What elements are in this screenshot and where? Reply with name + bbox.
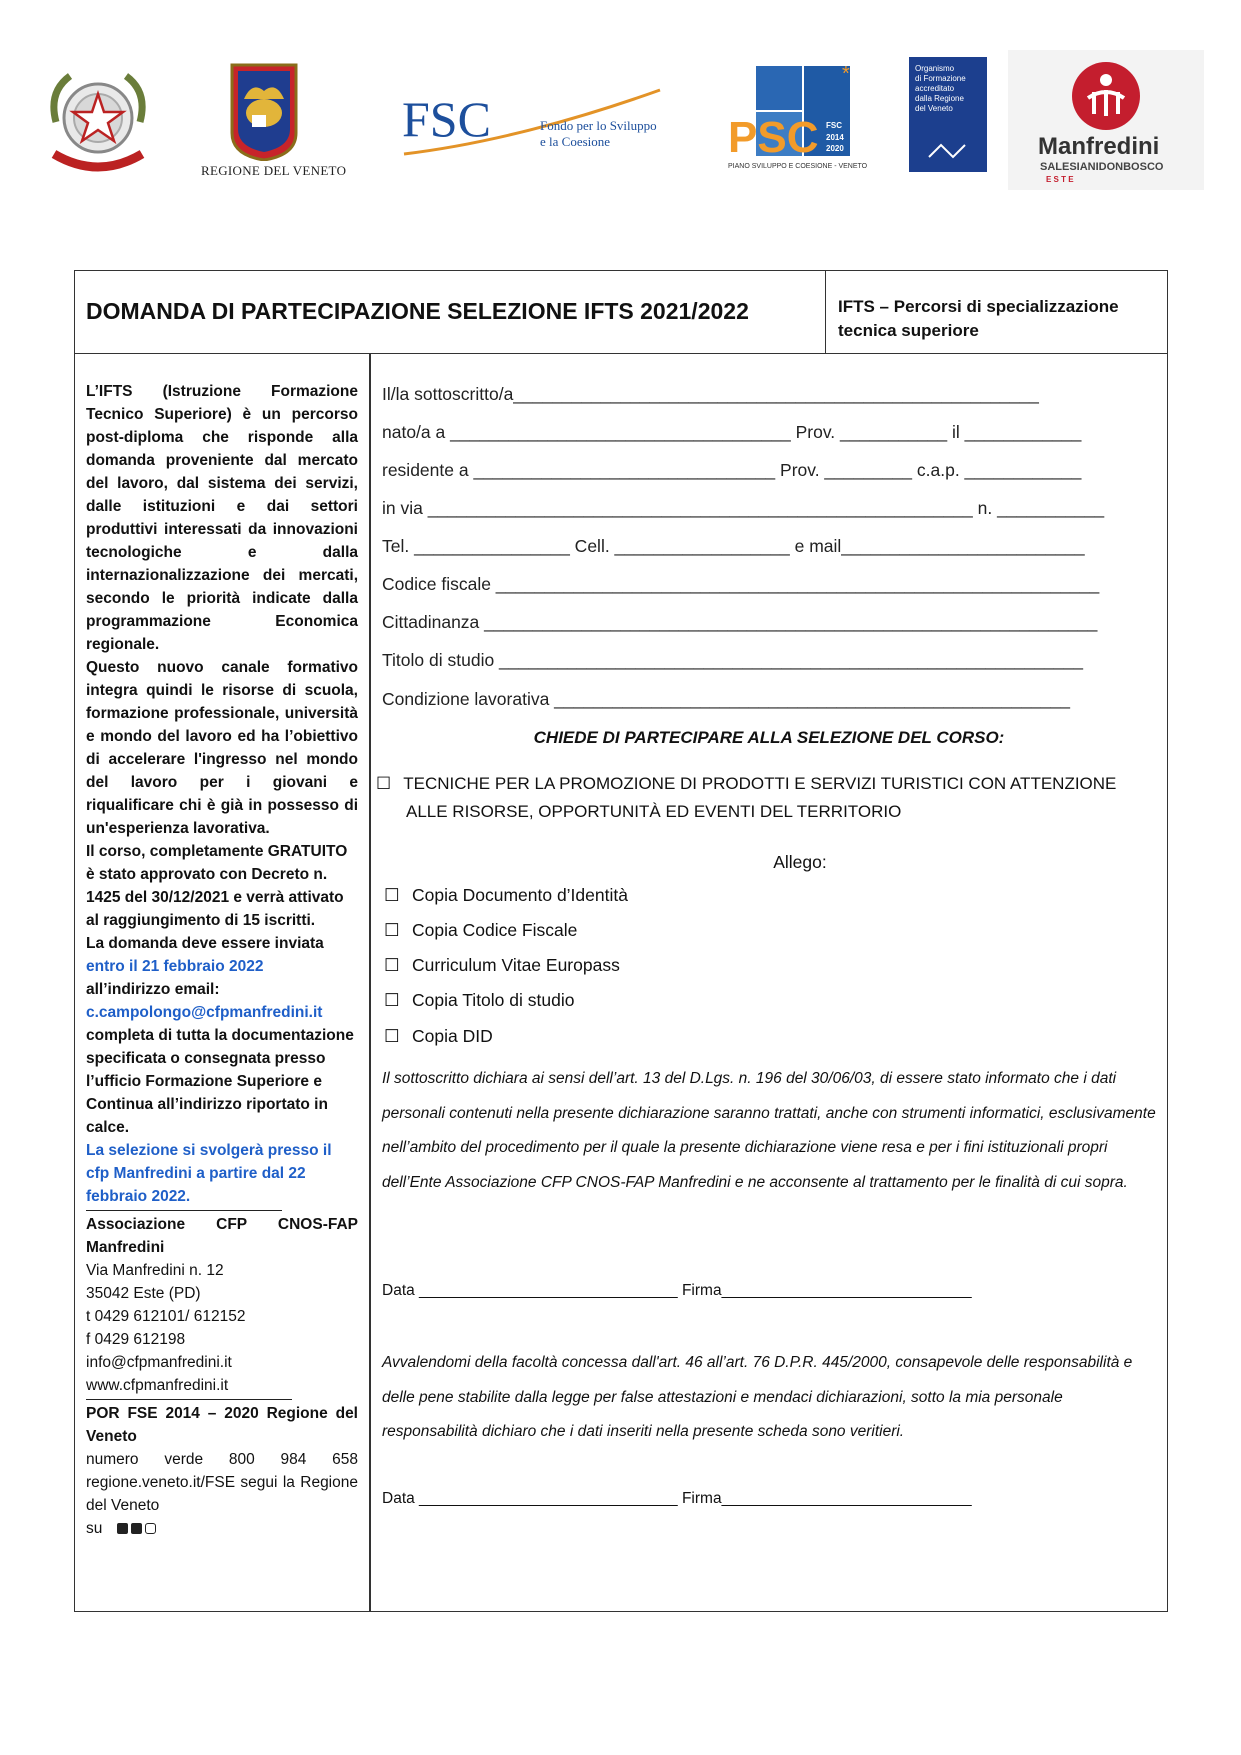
svg-text:Manfredini: Manfredini [1038,133,1160,160]
regione-veneto-label: REGIONE DEL VENETO [201,163,347,178]
course-option[interactable] [376,770,1156,826]
facebook-icon[interactable] [117,1523,128,1534]
numero-verde-text: numero verde 800 984 658 regione.veneto.it/FSE segui la Regione del Veneto [86,1451,358,1514]
attachment-item[interactable] [384,920,577,941]
course-checkbox[interactable]: ☐ [376,774,392,793]
attachment-item[interactable] [384,885,628,906]
field-condizione-lavorativa[interactable]: Condizione lavorativa _____________________________________________________ [382,689,1071,709]
attachment-checkbox[interactable]: ☐ [384,920,400,940]
ifts-channel-text: Questo nuovo canale formativo integra quindi le risorse di scuola, formazione professionale, università e mondo del lavoro ed ha l’obiettivo di accelerare l'ingresso nel mondo del lavoro per i giovani e riqualificare chi è già in possesso di un'esperienza lavorativa. [86,659,358,837]
attachment-label: Copia DID [412,1026,493,1046]
separator-line [86,1210,282,1211]
course-title-line1: TECNICHE PER LA PROMOZIONE DI PRODOTTI E SERVIZI TURISTICI CON ATTENZIONE [403,774,1117,793]
attachment-label: Copia Titolo di studio [412,990,575,1010]
svg-text:di Formazione: di Formazione [915,74,966,83]
field-codice-fiscale[interactable]: Codice fiscale ______________________________________________________________ [382,574,1100,594]
svg-text:accreditato: accreditato [915,84,955,93]
svg-text:Organismo: Organismo [915,64,955,73]
field-titolo-studio[interactable]: Titolo di studio ____________________________________________________________ [382,650,1084,670]
signature-line-1[interactable]: Data ______________________________ Firma_____________________________ [382,1282,972,1299]
attachment-item[interactable] [384,1026,493,1047]
field-in-via[interactable]: in via ________________________________________________________ n. ___________ [382,498,1105,518]
svg-text:dalla Regione: dalla Regione [915,94,964,103]
svg-text:*: * [842,64,850,85]
page-subtitle: IFTS – Percorsi di specializzazione tecnica superiore [838,297,1119,340]
twitter-icon[interactable] [131,1523,142,1534]
attachment-checkbox[interactable]: ☐ [384,885,400,905]
psc-logo [726,64,876,176]
field-sottoscritto[interactable]: Il/la sottoscritto/a______________________________________________________ [382,384,1039,404]
social-line [86,1517,358,1540]
selection-date-text: La selezione si svolgerà presso il cfp Manfredini a partire dal 22 febbraio 2022. [86,1142,332,1205]
declaration-statement: Avvalendomi della facoltà concessa dall'art. 46 all’art. 76 D.P.R. 445/2000, consapevole delle responsabilità e delle pene stabilite dalla legge per false attestazioni e mendaci dichiarazioni, sotto la mia personale responsabilità dichiaro che i dati inseriti nella presente scheda sono veritieri. [382,1354,1133,1440]
manfredini-logo [1008,50,1204,190]
column-divider [369,354,371,1612]
page-title: DOMANDA DI PARTECIPAZIONE SELEZIONE IFTS 2021/2022 [86,298,749,324]
svg-text:2014: 2014 [826,133,844,142]
course-title-line2: ALLE RISORSE, OPPORTUNITÀ ED EVENTI DEL TERRITORIO [406,802,902,821]
svg-text:2020: 2020 [826,144,844,153]
attachment-label: Copia Codice Fiscale [412,920,578,940]
attachment-label: Copia Documento d’Identità [412,885,628,905]
attachment-checkbox[interactable]: ☐ [384,990,400,1010]
field-contatti[interactable]: Tel. ________________ Cell. __________________ e mail_________________________ [382,536,1085,556]
attachment-label: Curriculum Vitae Europass [412,955,620,975]
por-fse-title: POR FSE 2014 – 2020 Regione del Veneto [86,1405,358,1445]
social-icons [117,1523,156,1534]
attachment-item[interactable] [384,990,574,1011]
fax: f 0429 612198 [86,1331,186,1348]
fsc-line2: e la Coesione [540,134,611,149]
documentation-text: completa di tutta la documentazione specificata o consegnata presso l’ufficio Formazione Superiore e Continua all’indirizzo riportato in calce. [86,1027,354,1136]
emblem-repubblica-italiana-logo [44,62,152,180]
attachment-checkbox[interactable]: ☐ [384,955,400,975]
svg-text:SALESIANIDONBOSCO: SALESIANIDONBOSCO [1040,161,1164,173]
svg-text:del Veneto: del Veneto [915,104,953,113]
info-email[interactable]: info@cfpmanfredini.it [86,1354,232,1371]
website-link[interactable]: www.cfpmanfredini.it [86,1377,229,1394]
separator-line [86,1399,292,1400]
field-nato-a[interactable]: nato/a a ___________________________________ Prov. ___________ il ____________ [382,422,1082,442]
fsc-line1: Fondo per lo Sviluppo [540,118,657,133]
telephone: t 0429 612101/ 612152 [86,1308,246,1325]
svg-text:E S T E: E S T E [1046,175,1074,184]
allego-label: Allego: [773,852,827,872]
field-residente-a[interactable]: residente a _______________________________ Prov. _________ c.a.p. ____________ [382,460,1082,480]
address-street: Via Manfredini n. 12 [86,1262,224,1279]
signature-line-2[interactable]: Data ______________________________ Firma_____________________________ [382,1490,972,1507]
field-cittadinanza[interactable]: Cittadinanza _______________________________________________________________ [382,612,1098,632]
regione-veneto-logo [230,63,298,161]
course-free-text: Il corso, completamente GRATUITO è stato approvato con Decreto n. 1425 del 30/12/2021 e verrà attivato al raggiungimento di 15 iscritti. [86,843,348,929]
svg-text:FSC: FSC [826,121,842,130]
contact-email-link[interactable]: c.campolongo@cfpmanfredini.it [86,1004,323,1021]
email-intro: all’indirizzo email: [86,981,220,998]
ifts-intro-text: L’IFTS (Istruzione Formazione Tecnico Superiore) è un percorso post-diploma che risponde alla domanda proveniente dal mercato del lavoro, dal sistema dei servizi, dalle istituzioni e dai settori produttivi interessati da innovazioni tecnologiche e dalla internazionalizzazione dei mercati, secondo le priorità indicate dalla programmazione Economica regionale. [86,383,358,653]
fsc-abbr-text: FSC [402,91,491,147]
address-city: 35042 Este (PD) [86,1285,201,1302]
deadline-intro: La domanda deve essere inviata [86,935,324,952]
psc-abbr-text: PSC [728,113,819,162]
association-name: Associazione CFP CNOS-FAP Manfredini [86,1216,358,1256]
organismo-formazione-logo [909,57,987,172]
svg-text:PIANO SVILUPPO E COESIONE - VE: PIANO SVILUPPO E COESIONE - VENETO [728,163,868,170]
info-sidebar [86,380,358,1540]
request-heading: CHIEDE DI PARTECIPARE ALLA SELEZIONE DEL CORSO: [533,728,1005,747]
attachment-item[interactable] [384,955,620,976]
social-su-label: su [86,1520,103,1537]
deadline-date: entro il 21 febbraio 2022 [86,958,264,975]
attachment-checkbox[interactable]: ☐ [384,1026,400,1046]
instagram-icon[interactable] [145,1523,156,1534]
privacy-statement: Il sottoscritto dichiara ai sensi dell’art. 13 del D.Lgs. n. 196 del 30/06/03, di essere stato informato che i dati personali contenuti nella presente dichiarazione saranno trattati, anche con strumenti informatici, esclusivamente nell’ambito del procedimento per il quale la presente dichiarazione viene resa e per i fini istituzionali propri dell’Ente Associazione CFP CNOS-FAP Manfredini e ne acconsente al trattamento per le finalità di cui sopra. [382,1070,1156,1191]
